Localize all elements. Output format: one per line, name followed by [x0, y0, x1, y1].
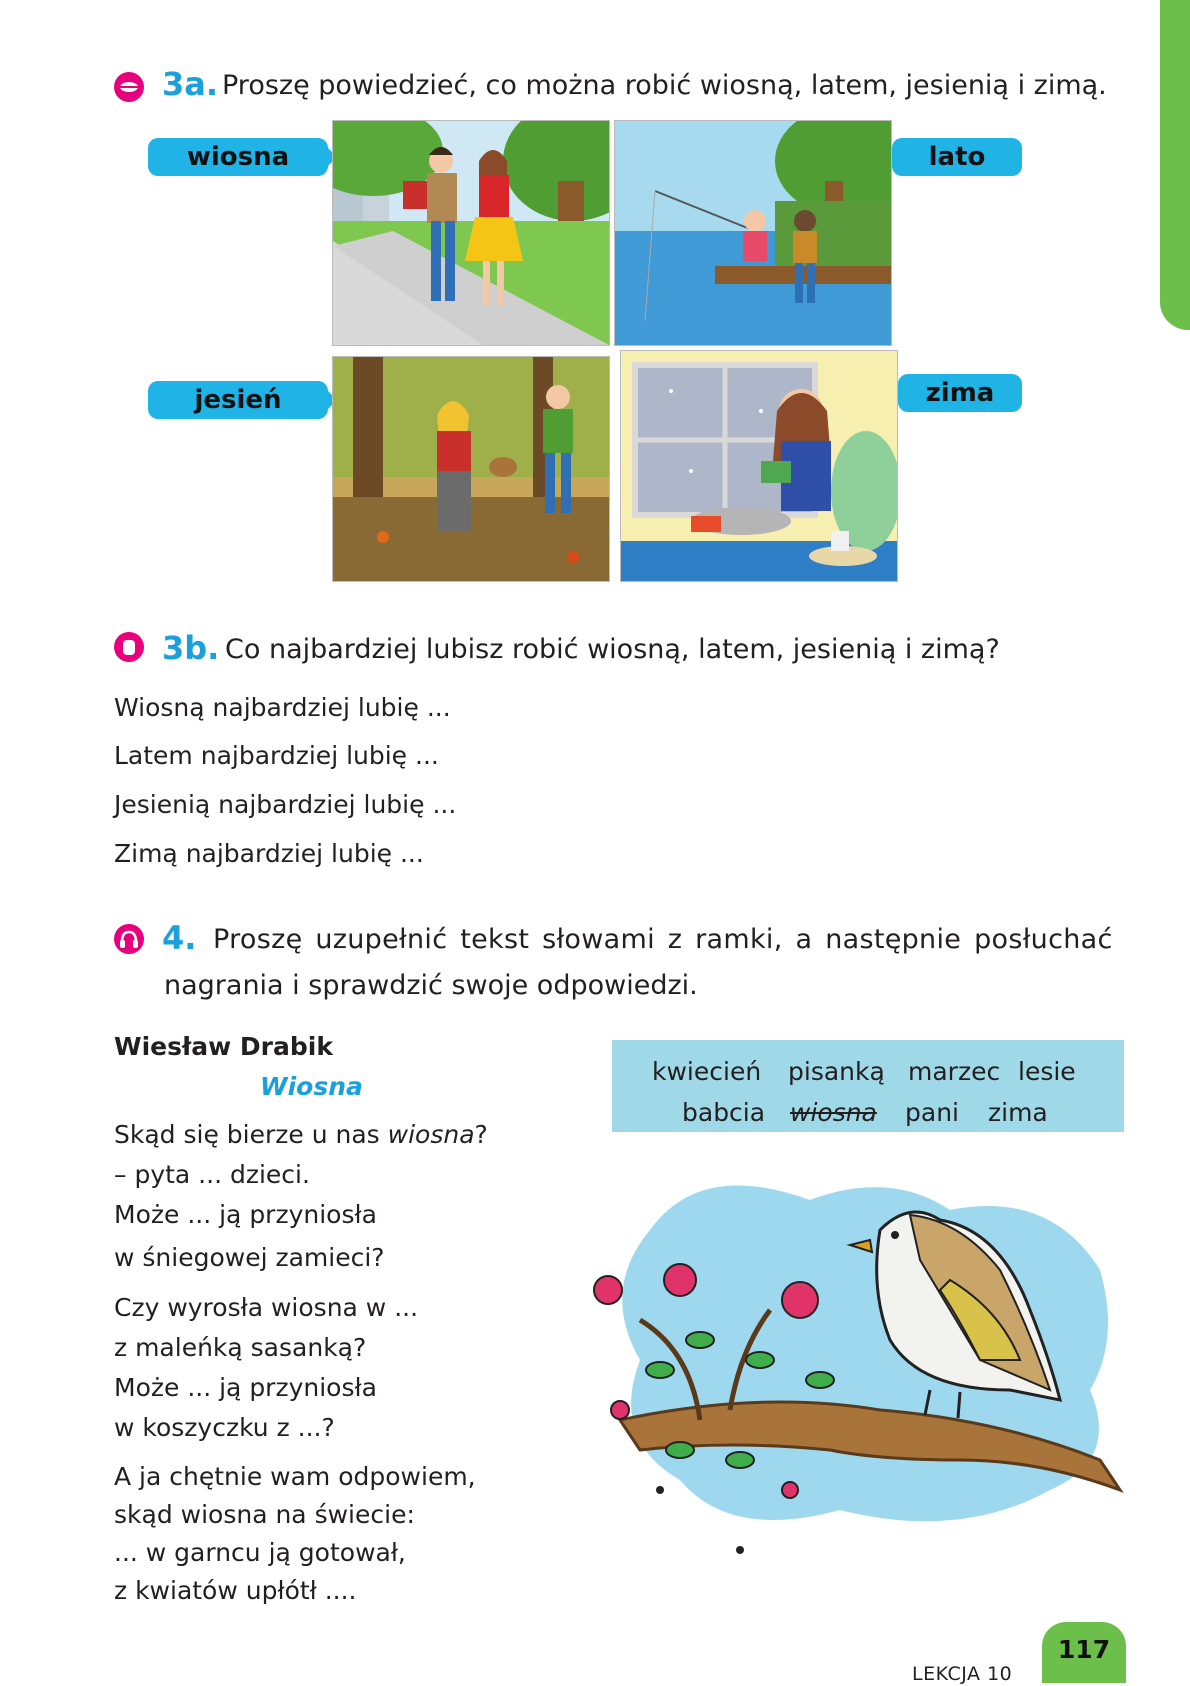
headphones-icon — [114, 924, 144, 954]
word-box-word: kwiecień — [652, 1057, 762, 1086]
writing-hand-icon — [114, 632, 144, 662]
lesson-label: LEKCJA 10 — [912, 1663, 1013, 1685]
label-winter: zima — [898, 374, 1022, 412]
poem-line: Może ... ją przyniosła — [114, 1200, 377, 1229]
word-box-word: pisanką — [788, 1057, 885, 1086]
poem-line: Czy wyrosła wiosna w ... — [114, 1293, 419, 1322]
poem-line-text: ? — [474, 1120, 488, 1149]
poem-author: Wiesław Drabik — [114, 1032, 333, 1061]
answer-line-winter: Zimą najbardziej lubię ... — [114, 839, 424, 868]
exercise-4-instruction-line2: nagrania i sprawdzić swoje odpowiedzi. — [164, 970, 698, 1001]
word-box-word: marzec — [908, 1057, 1001, 1086]
poem-line: Może ... ją przyniosła — [114, 1373, 377, 1402]
word-box-word: pani — [905, 1098, 959, 1127]
exercise-3b-question: Co najbardziej lubisz robić wiosną, latem, jesienią i zimą? — [225, 634, 1000, 665]
poem-line: w śniegowej zamieci? — [114, 1243, 385, 1272]
exercise-3a-instruction: Proszę powiedzieć, co można robić wiosną, latem, jesienią i zimą. — [222, 70, 1107, 101]
word-box-crossed-word: wiosna — [790, 1098, 877, 1127]
exercise-3b-number: 3b. — [162, 629, 220, 667]
summer-illustration — [614, 120, 892, 346]
exercise-4-instruction-line1: Proszę uzupełnić tekst słowami z ramki, a następnie posłuchać — [213, 924, 1113, 955]
answer-line-summer: Latem najbardziej lubię ... — [114, 741, 439, 770]
winter-illustration — [620, 350, 898, 582]
poem-line: z maleńką sasanką? — [114, 1333, 367, 1362]
label-autumn: jesień — [148, 381, 328, 419]
poem-line: ... w garncu ją gotował, — [114, 1538, 406, 1567]
word-box-word: lesie — [1018, 1057, 1076, 1086]
page-number: 117 — [1042, 1622, 1126, 1683]
label-spring: wiosna — [148, 138, 328, 176]
poem-line-emphasis: wiosna — [387, 1120, 475, 1149]
answer-line-spring: Wiosną najbardziej lubię ... — [114, 693, 451, 722]
poem-line: skąd wiosna na świecie: — [114, 1500, 415, 1529]
poem-title: Wiosna — [260, 1072, 363, 1101]
poem-line-text: Skąd się bierze u nas — [114, 1120, 388, 1149]
spring-illustration — [332, 120, 610, 346]
exercise-4-number: 4. — [162, 919, 197, 957]
poem-line — [114, 1120, 488, 1150]
exercise-3a-number: 3a. — [162, 65, 219, 103]
chapter-tab — [1160, 0, 1190, 330]
bird-illustration — [580, 1160, 1140, 1560]
poem-line: w koszyczku z ...? — [114, 1413, 335, 1442]
poem-line: – pyta ... dzieci. — [114, 1160, 310, 1189]
speaking-icon — [114, 72, 144, 102]
poem-line: z kwiatów upłótł .... — [114, 1576, 357, 1605]
answer-line-autumn: Jesienią najbardziej lubię ... — [114, 790, 457, 819]
word-box-word: zima — [988, 1098, 1048, 1127]
poem-line: A ja chętnie wam odpowiem, — [114, 1462, 476, 1491]
word-box-word: babcia — [682, 1098, 766, 1127]
label-summer: lato — [892, 138, 1022, 176]
autumn-illustration — [332, 356, 610, 582]
